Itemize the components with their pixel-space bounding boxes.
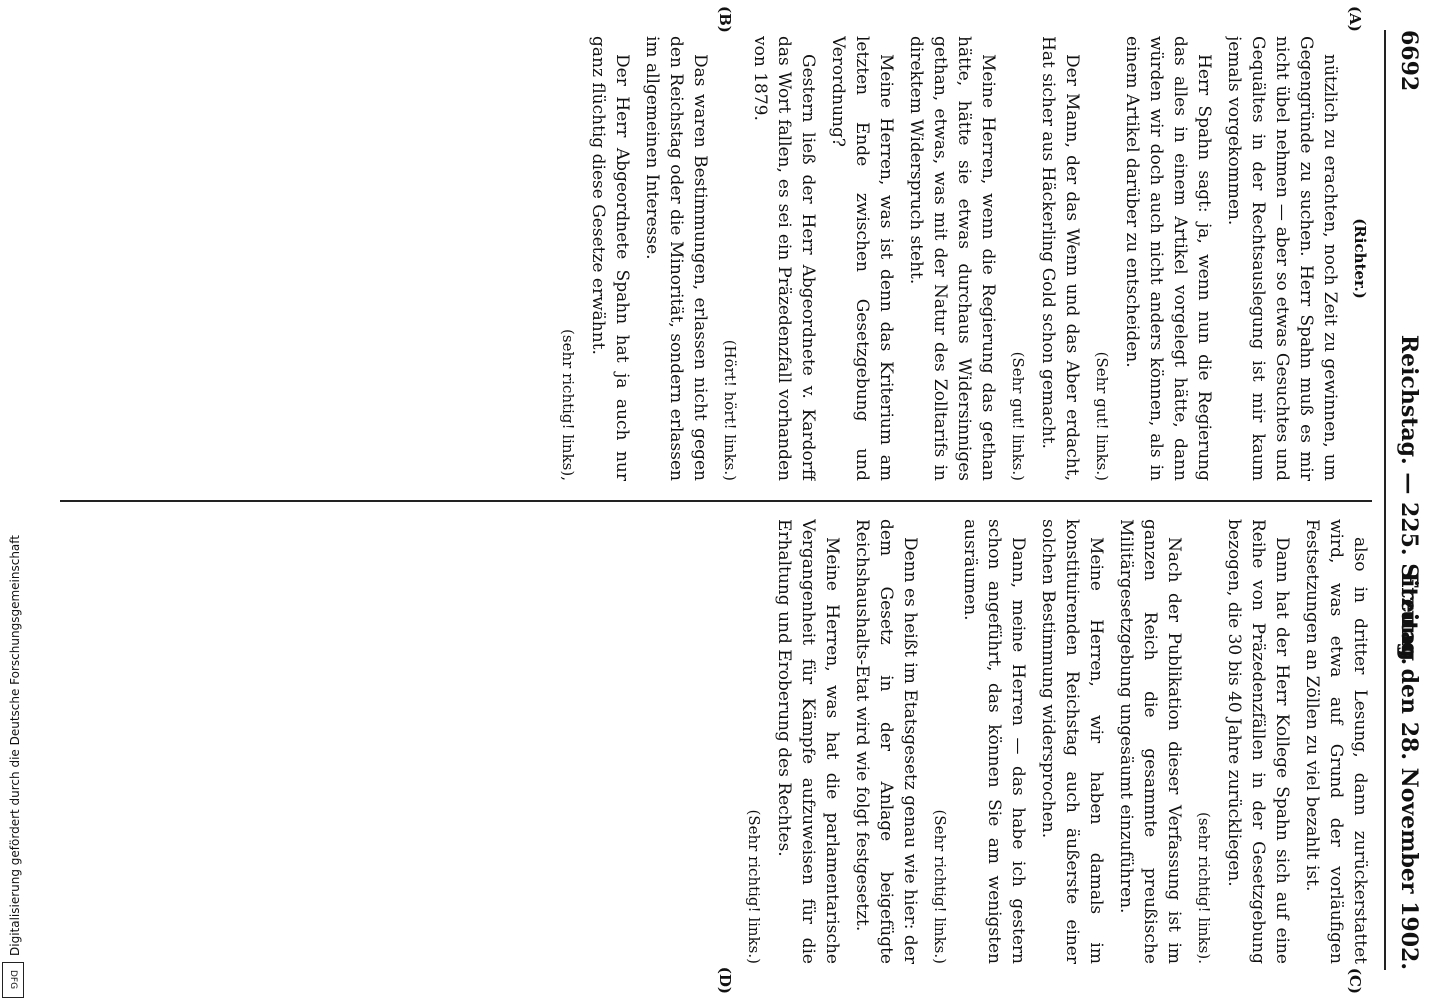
paragraph: Meine Herren, was hat die parlamentarische Vergangenheit für Kämpfe aufzuweisen für die Erhaltung und Eroberung des Rechtes. <box>774 519 842 964</box>
interjection: (Sehr richtig! links.) <box>931 809 949 964</box>
margin-marker-c: (C) <box>1346 967 1364 994</box>
interjection: (Sehr richtig! links.) <box>745 809 763 964</box>
margin-marker-a: (A) <box>1346 6 1364 32</box>
paragraph: Gestern ließ der Herr Abgeordnete v. Kardorff das Wort fallen, es sei ein Präzedenzfall vorhanden von 1879. <box>750 36 818 481</box>
paragraph: Meine Herren, wenn die Regierung das gethan hätte, hätte sie etwas durchaus Widersinniges gethan, etwas, was mit der Natur des Zolltarifs in direktem Widerspruch steht. <box>906 36 998 481</box>
interjection: (sehr richtig! links). <box>1195 812 1213 964</box>
paragraph: nützlich zu erachten, noch Zeit zu gewinnen, um Gegengründe zu suchen. Herr Spahn muß es mir nicht übel nehmen — aber so etwas Gesuchtes und Gequältes in der Rechtsauslegung ist mir kaum jemals vorgekommen. <box>1224 36 1340 481</box>
interjection: (Sehr gut! links.) <box>1093 351 1111 481</box>
margin-marker-b: (B) <box>716 6 734 33</box>
paragraph: Denn es heißt im Etatsgesetz genau wie hier: der dem Gesetz in der Anlage beigefügte Reichshaushalts-Etat wird wie folgt festgesetzt. <box>852 519 920 964</box>
paragraph: Der Herr Abgeordnete Spahn hat ja auch nur ganz flüchtig diese Gesetze erwähnt. <box>588 36 632 481</box>
paragraph: also in dritter Lesung, dann zurückerstattet wird, was etwa auf Grund der vorläufigen Festsetzungen an Zöllen zu viel bezahlt ist. <box>1302 519 1370 964</box>
margin-marker-d: (D) <box>716 966 734 994</box>
page-number: 6692 <box>1396 30 1422 92</box>
running-head <box>1392 30 1422 970</box>
paragraph: Dann, meine Herren — das habe ich gestern schon angeführt, das können Sie am wenigsten ausräumen. <box>960 519 1028 964</box>
left-column <box>50 36 1372 481</box>
paragraph: Herr Spahn sagt: ja, wenn nun die Regierung das alles in einem Artikel vorgelegt hätte, dann würden wir doch auch nicht anders können, als in einem Artikel darüber zu entscheiden. <box>1122 36 1214 481</box>
page-title: Reichstag. — 225. Sitzung. <box>1396 334 1422 666</box>
header-rule <box>1384 30 1386 970</box>
session-date: Freitag den 28. November 1902. <box>1396 572 1422 970</box>
digitization-credit: Digitalisierung gefördert durch die Deutsche Forschungsgemeinschaft <box>8 534 22 956</box>
paragraph: Der Mann, der das Wenn und das Aber erdacht, Hat sicher aus Häckerling Gold schon gemacht. <box>1038 36 1082 481</box>
column-divider <box>60 500 1372 502</box>
interjection: (Sehr gut! links.) <box>1009 351 1027 481</box>
paragraph: Das waren Bestimmungen, erlassen nicht gegen den Reichstag oder die Minorität, sondern erlassen im allgemeinen Interesse. <box>642 36 710 481</box>
paragraph: Nach der Publikation dieser Verfassung ist im ganzen Reich die gesammte preußische Militärgesetzgebung ungesäumt einzuführen. <box>1116 519 1184 964</box>
dfg-logo: DFG <box>2 962 24 998</box>
paragraph: Dann hat der Herr Kollege Spahn sich auf eine Reihe von Präzedenzfällen in der Gesetzgebung bezogen, die 30 bis 40 Jahre zurückliegen. <box>1224 519 1292 964</box>
paragraph: Meine Herren, was ist denn das Kriterium am letzten Ende zwischen Gesetzgebung und Verordnung? <box>828 36 896 481</box>
right-column <box>50 519 1372 964</box>
interjection: (Hört! hört! links.) <box>721 339 739 481</box>
speaker-label: (Richter.) <box>1351 218 1369 299</box>
paragraph: Meine Herren, wir haben damals im konstituirenden Reichstag auch äußerste einer solchen Bestimmung widersprochen. <box>1038 519 1106 964</box>
interjection: (sehr richtig! links), <box>559 329 577 481</box>
